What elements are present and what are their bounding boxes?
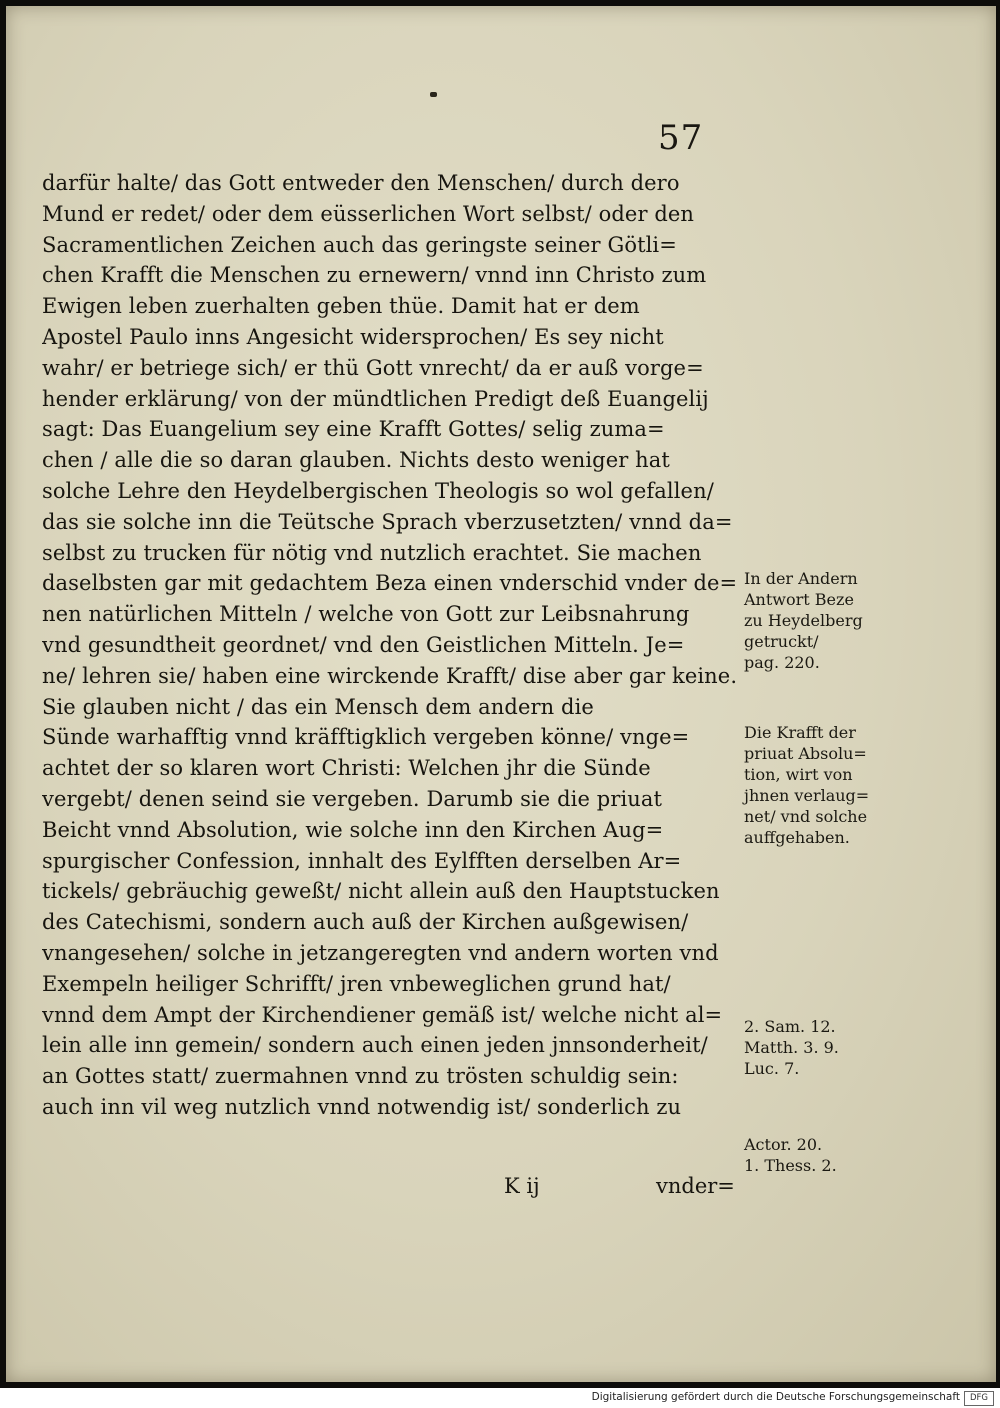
text-line: selbst zu trucken für nötig vnd nutzlich erachtet. Sie machen — [42, 540, 702, 565]
margin-note-line: getruckt/ — [744, 632, 819, 651]
funding-credit: Digitalisierung gefördert durch die Deutsche Forschungsgemeinschaft — [591, 1391, 960, 1403]
text-line: tickels/ gebräuchig geweßt/ nicht allein auß den Hauptstucken — [42, 879, 720, 904]
margin-note-line: net/ vnd solche — [744, 807, 868, 826]
margin-note-line: Luc. 7. — [744, 1059, 800, 1078]
margin-note-absolution — [744, 722, 904, 848]
text-line: Ewigen leben zuerhalten geben thüe. Damit hat er dem — [42, 294, 640, 319]
margin-note-line: In der Andern — [744, 569, 858, 588]
body-text — [42, 168, 742, 1123]
margin-note-line: Antwort Beze — [744, 590, 854, 609]
margin-note-line: jhnen verlaug= — [744, 786, 870, 805]
margin-note-line: Die Krafft der — [744, 723, 856, 742]
text-line: wahr/ er betriege sich/ er thü Gott vnrecht/ da er auß vorge= — [42, 355, 704, 380]
text-line: vnnd dem Ampt der Kirchendiener gemäß ist/ welche nicht al= — [42, 1002, 723, 1027]
text-line: ne/ lehren sie/ haben eine wirckende Krafft/ dise aber gar keine. — [42, 663, 738, 688]
text-line: vnd gesundtheit geordnet/ vnd den Geistlichen Mitteln. Je= — [42, 632, 685, 657]
margin-note-line: 2. Sam. 12. — [744, 1017, 836, 1036]
margin-note-line: 1. Thess. 2. — [744, 1156, 837, 1175]
text-line: spurgischer Confession, innhalt des Eylfften derselben Ar= — [42, 848, 682, 873]
margin-note-line: Matth. 3. 9. — [744, 1038, 839, 1057]
ink-speck — [430, 92, 437, 97]
text-line: Sie glauben nicht / das ein Mensch dem andern die — [42, 694, 594, 719]
text-line: vnangesehen/ solche in jetzangeregten vnd andern worten vnd — [42, 940, 719, 965]
text-line: auch inn vil weg nutzlich vnnd notwendig ist/ sonderlich zu — [42, 1094, 682, 1119]
margin-note-line: auffgehaben. — [744, 828, 850, 847]
margin-note-line: pag. 220. — [744, 653, 820, 672]
text-line: darfür halte/ das Gott entweder den Menschen/ durch dero — [42, 171, 680, 195]
catchword: vnder= — [656, 1174, 735, 1198]
text-line: chen Krafft die Menschen zu ernewern/ vnnd inn Christo zum — [42, 263, 707, 288]
text-line: daselbsten gar mit gedachtem Beza einen vnderschid vnder de= — [42, 571, 738, 596]
text-line: das sie solche inn die Teütsche Sprach vberzusetzten/ vnnd da= — [42, 509, 733, 534]
text-line: Sacramentlichen Zeichen auch das geringste seiner Götli= — [42, 232, 677, 257]
text-line: Sünde warhafftig vnnd kräfftigklich vergeben könne/ vnge= — [42, 725, 690, 750]
book-page — [6, 6, 996, 1382]
text-line: Exempeln heiliger Schrifft/ jren vnbeweglichen grund hat/ — [42, 971, 671, 996]
margin-note-scripture-refs — [744, 1016, 904, 1079]
text-line: des Catechismi, sondern auch auß der Kirchen außgewisen/ — [42, 910, 689, 935]
text-line: vergebt/ denen seind sie vergeben. Darumb sie die priuat — [42, 786, 663, 811]
margin-note-line: zu Heydelberg — [744, 611, 863, 630]
text-line: an Gottes statt/ zuermahnen vnnd zu trösten schuldig sein: — [42, 1064, 679, 1089]
text-line: achtet der so klaren wort Christi: Welchen jhr die Sünde — [42, 756, 651, 781]
footer-bar — [0, 1388, 1000, 1408]
margin-note-scripture-refs-2 — [744, 1134, 904, 1176]
text-line: chen / alle die so daran glauben. Nichts desto weniger hat — [42, 448, 670, 473]
signature-mark: K ij — [504, 1174, 540, 1198]
margin-note-line: tion, wirt von — [744, 765, 853, 784]
text-line: lein alle inn gemein/ sondern auch einen jeden jnnsonderheit/ — [42, 1033, 708, 1058]
text-line: Apostel Paulo inns Angesicht widersprochen/ Es sey nicht — [42, 324, 664, 349]
text-line: nen natürlichen Mitteln / welche von Gott zur Leibsnahrung — [42, 602, 690, 627]
text-line: hender erklärung/ von der mündtlichen Predigt deß Euangelij — [42, 386, 709, 411]
text-line: solche Lehre den Heydelbergischen Theologis so wol gefallen/ — [42, 478, 714, 503]
margin-note-line: Actor. 20. — [744, 1135, 823, 1154]
page-number: 57 — [658, 118, 704, 158]
dfg-logo: DFG — [964, 1391, 994, 1406]
margin-note-line: priuat Absolu= — [744, 744, 867, 763]
text-line: Beicht vnnd Absolution, wie solche inn den Kirchen Aug= — [42, 817, 664, 842]
text-line: sagt: Das Euangelium sey eine Krafft Gottes/ selig zuma= — [42, 417, 665, 442]
text-line: Mund er redet/ oder dem eüsserlichen Wort selbst/ oder den — [42, 201, 695, 226]
margin-note-beza — [744, 568, 904, 673]
